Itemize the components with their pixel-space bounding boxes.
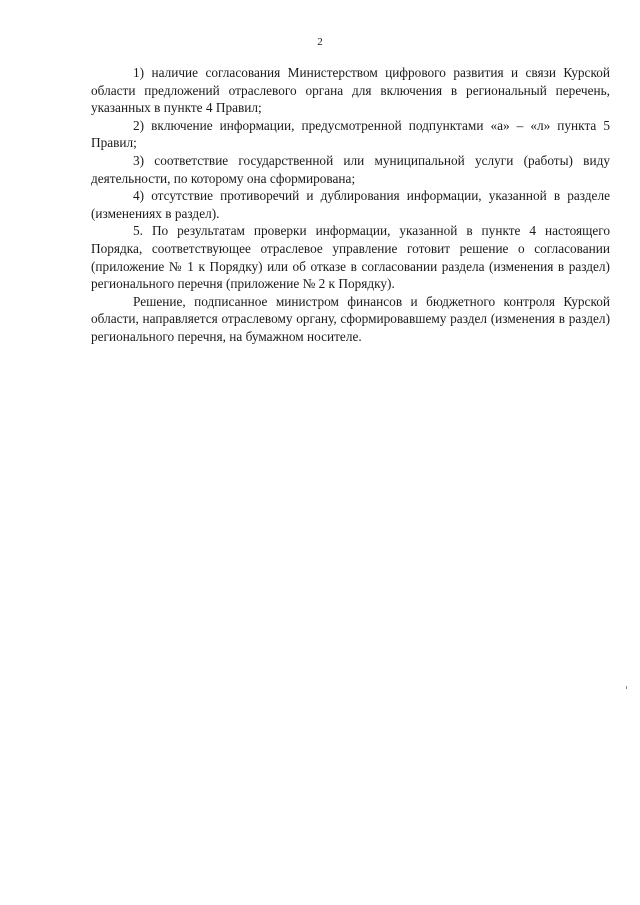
paragraph-item-3: 3) соответствие государственной или муниципальной услуги (работы) виду деятельности, по которому она сформирована; [91, 152, 610, 186]
paragraph-section-5: 5. По результатам проверки информации, указанной в пункте 4 настоящего Порядка, соответствующее отраслевое управление готовит решение о согласовании (приложение № 1 к Порядку) или об отказе в согласовании раздела (изменения в раздел) регионального перечня (приложение № 2 к Порядку). [91, 223, 610, 292]
document-body [91, 64, 610, 346]
paragraph-item-2: 2) включение информации, предусмотренной подпунктами «а» – «л» пункта 5 Правил; [91, 117, 610, 151]
paragraph-decision: Решение, подписанное министром финансов и бюджетного контроля Курской области, направляется отраслевому органу, сформировавшему раздел (изменения в раздел) регионального перечня, на бумажном носителе. [91, 293, 610, 344]
paragraph-item-1: 1) наличие согласования Министерством цифрового развития и связи Курской области предложений отраслевого органа для включения в региональный перечень, указанных в пункте 4 Правил; [91, 65, 610, 116]
page-number: 2 [317, 36, 323, 48]
paragraph-item-4: 4) отсутствие противоречий и дублирования информации, указанной в разделе (изменениях в раздел). [91, 188, 610, 221]
scan-artifact [626, 686, 627, 689]
